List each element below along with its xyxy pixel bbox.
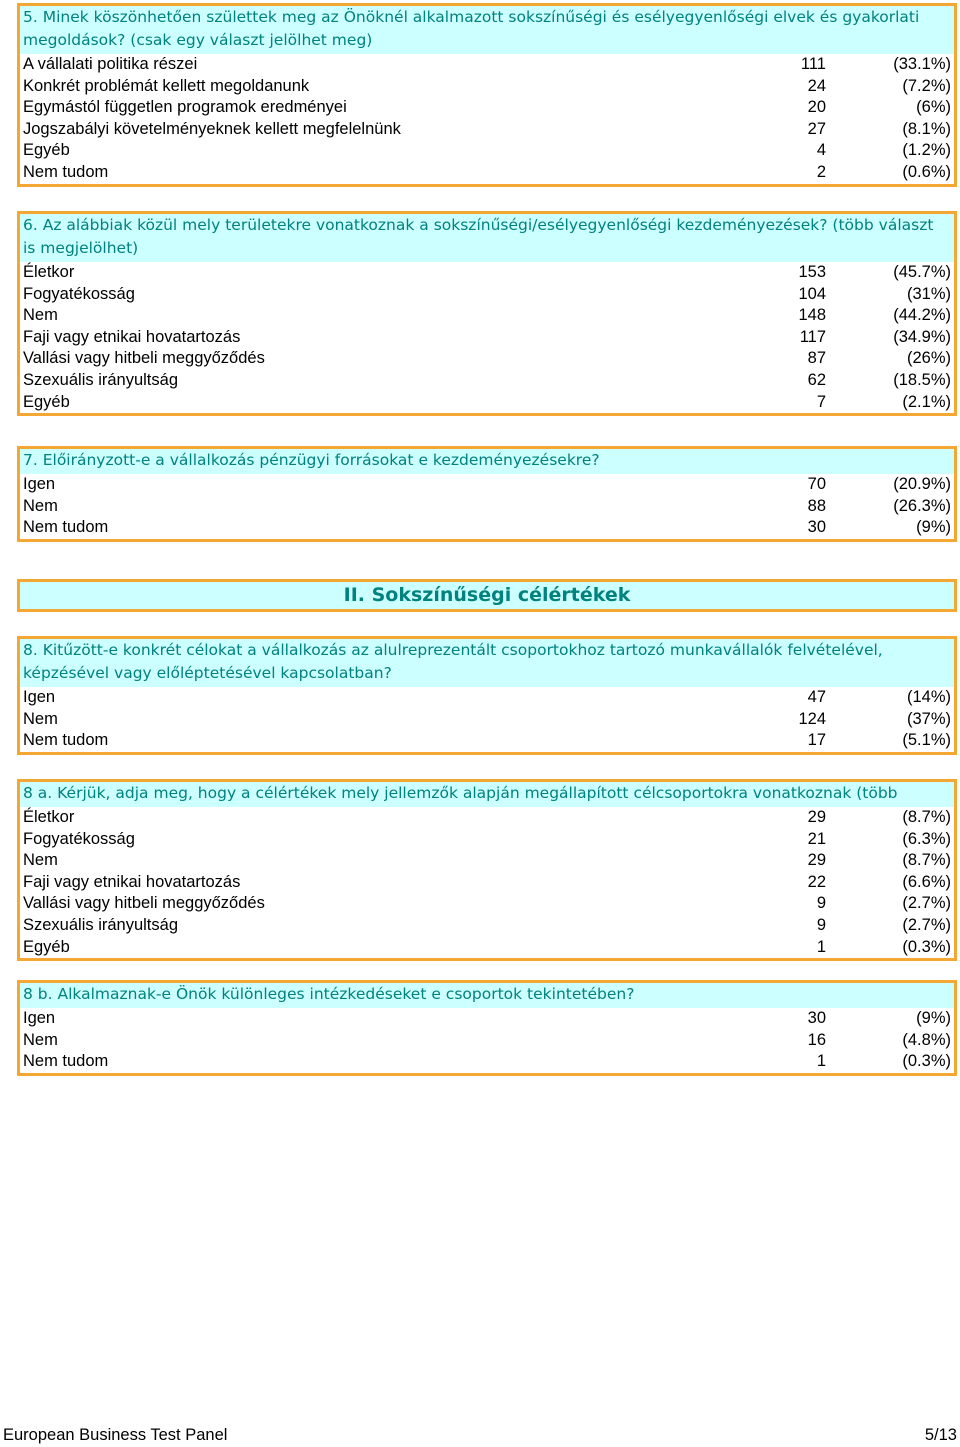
answer-count: 47 [807,688,826,706]
answer-row [20,305,954,327]
answer-count: 1 [816,1052,826,1071]
answer-label: Egyéb [23,141,70,160]
question-8b-title: 8 b. Alkalmaznak-e Önök különleges intézkedéseket e csoportok tekintetében? [20,983,954,1008]
answer-row [20,517,954,539]
question-8-block [17,636,957,755]
answer-percent: (26%) [906,349,951,368]
answer-percent: (6.3%) [902,829,951,848]
answer-count: 111 [800,55,826,73]
answer-row [20,730,954,752]
answer-label: Nem [23,1030,58,1049]
question-7-block [17,446,957,542]
answer-row [20,807,954,829]
answer-label: Vallási vagy hitbeli meggyőződés [23,349,265,368]
answer-row [20,97,954,119]
answer-percent: (8.7%) [902,851,951,870]
answer-row [20,1030,954,1052]
question-8-title: 8. Kitűzött-e konkrét célokat a vállalkozás az alulreprezentált csoportokhoz tartozó munkavállalók felvételével, képzésével vagy előléptetésével kapcsolatban? [20,639,954,687]
answer-count: 88 [807,496,826,515]
answer-count: 1 [816,937,826,956]
answer-label: Jogszabályi követelményeknek kellett megfelelnünk [23,119,401,138]
answer-label: Faji vagy etnikai hovatartozás [23,872,241,891]
answer-count: 87 [807,349,826,368]
answer-row [20,850,954,872]
answer-row [20,496,954,518]
answer-count: 104 [798,284,826,303]
question-6-answers [20,262,954,413]
question-8-answers [20,687,954,752]
answer-percent: (8.7%) [902,808,951,826]
answer-percent: (2.7%) [902,915,951,934]
answer-row [20,392,954,414]
answer-label: Szexuális irányultság [23,915,178,934]
answer-row [20,687,954,709]
answer-percent: (0.3%) [902,1052,951,1071]
answer-percent: (8.1%) [902,119,951,138]
answer-row [20,262,954,284]
answer-label: A vállalati politika részei [23,55,198,73]
answer-row [20,327,954,349]
answer-percent: (45.7%) [893,263,951,281]
answer-percent: (26.3%) [893,496,951,515]
question-7-title: 7. Előirányzott-e a vállalkozás pénzügyi forrásokat e kezdeményezésekre? [20,449,954,474]
answer-count: 29 [807,851,826,870]
answer-row [20,54,954,76]
answer-label: Egyéb [23,392,70,411]
answer-count: 148 [798,306,826,325]
answer-percent: (6.6%) [902,872,951,891]
question-8a-block [17,779,957,961]
answer-row [20,162,954,184]
answer-count: 22 [807,872,826,891]
answer-percent: (1.2%) [902,141,951,160]
answer-row [20,119,954,141]
answer-count: 9 [816,915,826,934]
answer-count: 16 [807,1030,826,1049]
answer-label: Faji vagy etnikai hovatartozás [23,327,241,346]
answer-label: Egymástól független programok eredményei [23,98,347,117]
answer-row [20,348,954,370]
answer-count: 27 [807,119,826,138]
answer-row [20,937,954,959]
answer-count: 2 [816,162,826,181]
answer-label: Nem [23,851,58,870]
footer-left: European Business Test Panel [3,1426,228,1444]
answer-count: 9 [816,894,826,913]
question-5-answers [20,54,954,184]
answer-label: Nem tudom [23,162,109,181]
question-8a-answers [20,807,954,958]
answer-percent: (0.6%) [902,162,951,181]
answer-percent: (34.9%) [893,327,951,346]
answer-count: 30 [807,1009,826,1027]
answer-label: Életkor [23,808,75,826]
answer-label: Igen [23,688,56,706]
answer-row [20,140,954,162]
answer-count: 124 [798,709,826,728]
answer-count: 70 [807,475,826,493]
answer-percent: (5.1%) [902,731,951,750]
answer-label: Nem tudom [23,518,109,537]
answer-row [20,1008,954,1030]
answer-label: Nem [23,709,58,728]
answer-row [20,872,954,894]
answer-count: 7 [816,392,826,411]
answer-label: Életkor [23,263,75,281]
question-6-title: 6. Az alábbiak közül mely területekre vonatkoznak a sokszínűségi/esélyegyenlőségi kezdeményezések? (több választ is megjelölhet) [20,214,954,262]
answer-row [20,474,954,496]
answer-count: 17 [807,731,826,750]
answer-percent: (18.5%) [893,370,951,389]
answer-row [20,709,954,731]
answer-percent: (20.9%) [893,475,951,493]
answer-label: Nem tudom [23,1052,109,1071]
answer-row [20,893,954,915]
answer-percent: (33.1%) [893,55,951,73]
answer-percent: (2.1%) [902,392,951,411]
answer-row [20,370,954,392]
answer-percent: (6%) [916,98,951,117]
answer-percent: (44.2%) [893,306,951,325]
answer-count: 62 [807,370,826,389]
answer-label: Igen [23,475,56,493]
question-6-block [17,211,957,416]
answer-label: Fogyatékosság [23,284,135,303]
answer-label: Vallási vagy hitbeli meggyőződés [23,894,265,913]
answer-count: 29 [807,808,826,826]
answer-label: Szexuális irányultság [23,370,178,389]
answer-label: Nem tudom [23,731,109,750]
answer-label: Fogyatékosság [23,829,135,848]
answer-label: Konkrét problémát kellett megoldanunk [23,76,310,95]
answer-row [20,284,954,306]
answer-label: Igen [23,1009,56,1027]
answer-count: 21 [807,829,826,848]
answer-row [20,829,954,851]
question-5-title: 5. Minek köszönhetően születtek meg az Önöknél alkalmazott sokszínűségi és esélyegyenlőségi elvek és gyakorlati megoldások? (csak egy választ jelölhet meg) [20,6,954,54]
answer-count: 24 [807,76,826,95]
answer-percent: (2.7%) [902,894,951,913]
answer-count: 20 [807,98,826,117]
answer-label: Nem [23,496,58,515]
answer-percent: (7.2%) [902,76,951,95]
answer-row [20,915,954,937]
section-title: II. Sokszínűségi célértékek [17,579,957,612]
answer-label: Egyéb [23,937,70,956]
answer-count: 30 [807,518,826,537]
answer-percent: (9%) [916,1009,951,1027]
answer-count: 4 [816,141,826,160]
answer-row [20,76,954,98]
answer-percent: (4.8%) [902,1030,951,1049]
answer-percent: (9%) [916,518,951,537]
page-number: 5/13 [924,1426,957,1444]
answer-label: Nem [23,306,58,325]
question-8b-block [17,980,957,1076]
question-8b-answers [20,1008,954,1073]
question-7-answers [20,474,954,539]
answer-percent: (31%) [906,284,951,303]
answer-count: 117 [799,327,826,346]
answer-percent: (37%) [906,709,951,728]
question-5-block [17,3,957,187]
answer-count: 153 [798,263,826,281]
answer-row [20,1051,954,1073]
answer-percent: (14%) [906,688,951,706]
answer-percent: (0.3%) [902,937,951,956]
question-8a-title: 8 a. Kérjük, adja meg, hogy a célértékek mely jellemzők alapján megállapított célcsoportokra vonatkoznak (több [20,782,954,807]
